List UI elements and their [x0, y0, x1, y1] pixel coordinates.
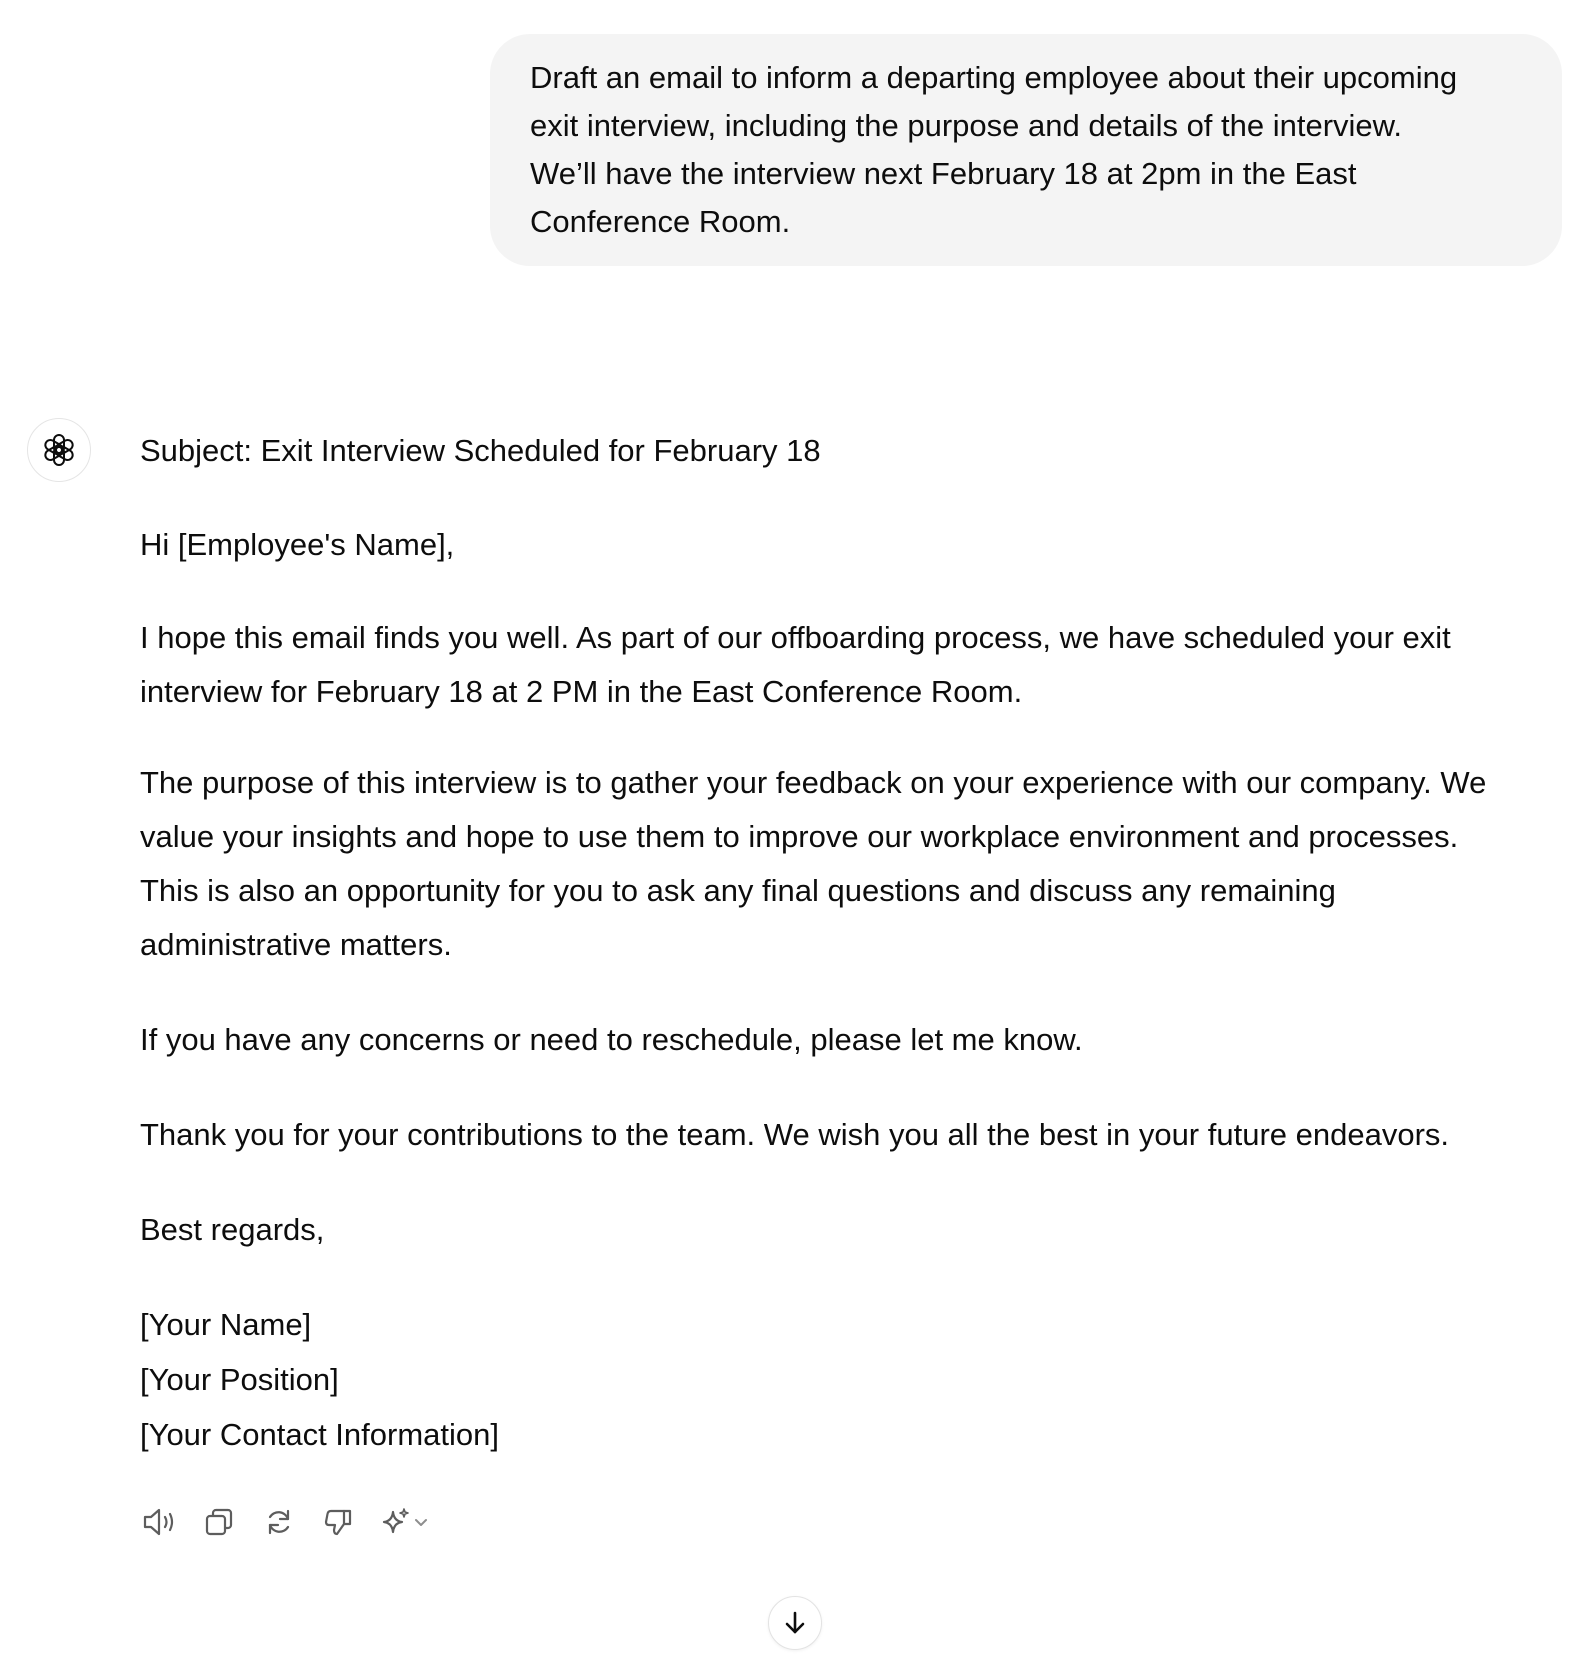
openai-logo-icon	[41, 432, 77, 468]
user-message-line: Draft an email to inform a departing employee about their upcoming	[530, 60, 1458, 95]
user-message-bubble	[490, 34, 1562, 266]
email-paragraph-line: value your insights and hope to use them to improve our workplace environment and processes.	[140, 819, 1459, 854]
regenerate-button[interactable]	[260, 1503, 298, 1541]
email-subject: Subject: Exit Interview Scheduled for February 18	[140, 433, 821, 468]
sparkle-icon	[380, 1506, 412, 1538]
arrow-down-icon	[781, 1609, 809, 1637]
signature-line: [Your Name]	[140, 1307, 312, 1342]
assistant-avatar	[27, 418, 91, 482]
email-greeting: Hi [Employee's Name],	[140, 527, 455, 562]
email-paragraph-line: The purpose of this interview is to gather your feedback on your experience with our company. We	[140, 765, 1487, 800]
email-paragraph-line: administrative matters.	[140, 927, 452, 962]
message-action-bar	[140, 1502, 440, 1542]
user-message-line: We’ll have the interview next February 18 at 2pm in the East	[530, 156, 1357, 191]
bad-response-button[interactable]	[320, 1503, 358, 1541]
user-message-line: Conference Room.	[530, 204, 791, 239]
thumbs-down-icon	[324, 1507, 354, 1537]
speaker-icon	[142, 1507, 176, 1537]
model-switcher-button[interactable]	[380, 1503, 440, 1541]
email-paragraph-line: I hope this email finds you well. As part of our offboarding process, we have scheduled your exit	[140, 620, 1451, 655]
signature-line: [Your Contact Information]	[140, 1417, 499, 1452]
user-message-line: exit interview, including the purpose and details of the interview.	[530, 108, 1402, 143]
chevron-down-icon	[412, 1513, 430, 1531]
email-paragraph-line: If you have any concerns or need to reschedule, please let me know.	[140, 1022, 1083, 1057]
regenerate-icon	[264, 1507, 294, 1537]
scroll-to-bottom-button[interactable]	[768, 1596, 822, 1650]
copy-icon	[204, 1507, 234, 1537]
copy-button[interactable]	[200, 1503, 238, 1541]
email-closing: Best regards,	[140, 1212, 325, 1247]
email-paragraph-line: interview for February 18 at 2 PM in the East Conference Room.	[140, 674, 1023, 709]
email-paragraph-line: This is also an opportunity for you to ask any final questions and discuss any remaining	[140, 873, 1336, 908]
signature-line: [Your Position]	[140, 1362, 339, 1397]
read-aloud-button[interactable]	[140, 1503, 178, 1541]
email-paragraph-line: Thank you for your contributions to the team. We wish you all the best in your future endeavors.	[140, 1117, 1450, 1152]
